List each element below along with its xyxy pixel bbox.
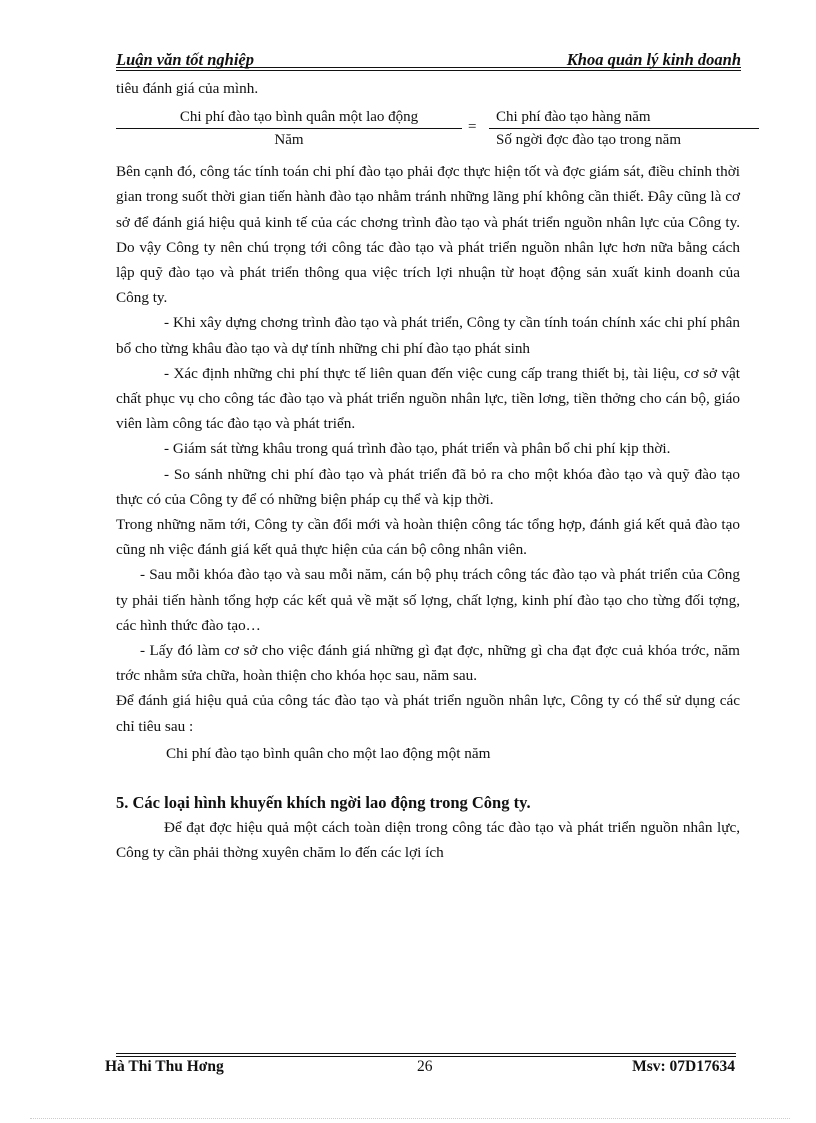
body-text <box>116 76 740 866</box>
paragraph-bullet-actual-costs: - Xác định những chi phí thực tế liên quan đến việc cung cấp trang thiết bị, tài liệu, cơ sở vật chất phục vụ cho công tác đào tạo và phát triển nguồn nhân lực, tiền lơng, tiền thởng cho cán bộ, giáo viên làm công tác đào tạo và phát triển. <box>116 364 740 433</box>
formula-right-fraction-bar <box>489 128 759 129</box>
formula-left-fraction-bar <box>116 128 462 129</box>
paragraph-indicators: Để đánh giá hiệu quả của công tác đào tạo và phát triển nguồn nhân lực, Công ty có thể sử dụng các chỉ tiêu sau : <box>116 692 740 735</box>
header-faculty: Khoa quản lý kinh doanh <box>566 50 741 69</box>
header-thesis-title: Luận văn tốt nghiệp <box>116 50 254 69</box>
paragraph-bullet-comparison: - So sánh những chi phí đào tạo và phát triển đã bỏ ra cho một khóa đào tạo và quỹ đào tạo thực có của Công ty để có những biện pháp cụ thể và kịp thời. <box>116 465 740 508</box>
paragraph-incentives: Để đạt đợc hiệu quả một cách toàn diện trong công tác đào tạo và phát triển nguồn nhân lực, Công ty cần phải thờng xuyên chăm lo đến các lợi ích <box>116 819 740 862</box>
footer-rule <box>116 1053 736 1054</box>
paragraph-future-years: Trong những năm tới, Công ty cần đổi mới và hoàn thiện công tác tổng hợp, đánh giá kết quả đào tạo cũng nh việc đánh giá kết quả thực hiện của cán bộ công nhân viên. <box>116 516 740 559</box>
footer-rule-secondary <box>116 1056 736 1057</box>
formula-right-denominator: Số ngời đợc đào tạo trong năm <box>496 132 682 149</box>
paragraph-bullet-supervision: - Giám sát từng khâu trong quá trình đào tạo, phát triển và phân bổ chi phí kịp thời. <box>164 440 671 458</box>
paragraph-cost-calculation: Bên cạnh đó, công tác tính toán chi phí đào tạo phải đợc thực hiện tốt và đợc giám sát, điều chỉnh thời gian trong suốt thời gian tiến hành đào tạo nhằm tránh những lãng phí không cần thiết. Đây cũng là cơ sở để đánh giá hiệu quả kinh tế của các chơng trình đào tạo và phát triển nguồn nhân lực của Công ty. Do vậy Công ty nên chú trọng tới công tác đào tạo và phát triển nguồn nhân lực hơn nữa bằng cách lập quỹ đào tạo và phát triển thông qua việc trích lợi nhuận từ hoạt động sản xuất kinh doanh của Công ty. <box>116 163 740 307</box>
paragraph-bullet-summary: - Sau mỗi khóa đào tạo và sau mỗi năm, cán bộ phụ trách công tác đào tạo và phát triển của Công ty phải tiến hành tổng hợp các kết quả về mặt số lợng, chất lợng, kinh phí đào tạo cho từng đối tợng, các hình thức đào tạo… <box>116 566 740 634</box>
formula-right-numerator: Chi phí đào tạo hàng năm <box>496 109 651 126</box>
page-footer <box>105 1058 735 1078</box>
paragraph-bullet-program-cost: - Khi xây dựng chơng trình đào tạo và phát triển, Công ty cần tính toán chính xác chi phí phân bổ cho từng khâu đào tạo và dự tính những chi phí đào tạo phát sinh <box>116 314 740 357</box>
footer-page-number: 26 <box>417 1058 433 1075</box>
formula-left-numerator: Chi phí đào tạo bình quân một lao động <box>179 109 419 126</box>
cost-formula <box>116 107 740 159</box>
formula-left-denominator: Năm <box>274 132 304 149</box>
page-header <box>116 50 741 68</box>
paragraph-intro: tiêu đánh giá của mình. <box>116 80 259 97</box>
formula-equals-sign: = <box>468 119 477 136</box>
footer-student-id: Msv: 07D17634 <box>632 1058 735 1075</box>
page-bottom-border <box>30 1118 790 1119</box>
footer-author: Hà Thi Thu Hơng <box>105 1058 224 1075</box>
header-rule-secondary <box>116 70 741 71</box>
paragraph-bullet-evaluation: - Lấy đó làm cơ sở cho việc đánh giá những gì đạt đợc, những gì cha đạt đợc cuả khóa trớc, năm trớc nhằm sửa chữa, hoàn thiện cho khóa học sau, năm sau. <box>116 642 740 685</box>
indicator-average-cost: Chi phí đào tạo bình quân cho một lao động một năm <box>166 744 491 762</box>
header-rule <box>116 67 741 68</box>
section-heading: 5. Các loại hình khuyến khích ngời lao động trong Công ty. <box>116 793 531 813</box>
